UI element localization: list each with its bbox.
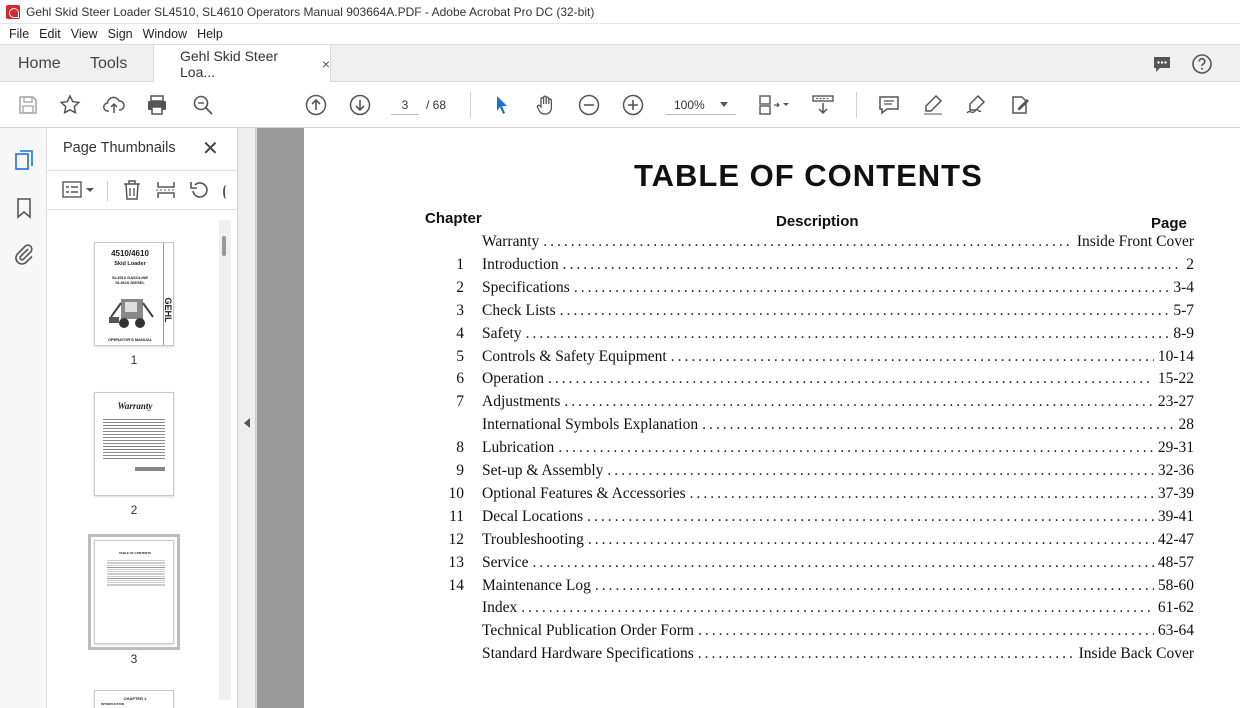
- toc-chapter-number: 4: [456, 324, 464, 342]
- collapse-panel-handle[interactable]: [238, 128, 256, 708]
- toc-description-line: [482, 643, 1194, 665]
- toc-description-line: [482, 231, 1194, 253]
- toc-leader-dots: [698, 643, 1075, 665]
- collapse-arrow-icon[interactable]: [244, 418, 250, 428]
- toc-entry[interactable]: [444, 437, 1194, 459]
- toc-entry[interactable]: [444, 346, 1194, 368]
- toc-entry[interactable]: [444, 300, 1194, 322]
- toc-page: 63-64: [1157, 622, 1194, 640]
- window-title: Gehl Skid Steer Loader SL4510, SL4610 Operators Manual 903664A.PDF - Adobe Acrobat Pro DC (32-bit): [26, 4, 595, 19]
- panel-toolbar: [47, 170, 238, 210]
- toc-description-line: [482, 460, 1194, 482]
- toc-description-line: [482, 368, 1194, 390]
- toc-description: Operation: [482, 370, 544, 388]
- toc-page: 61-62: [1157, 599, 1194, 617]
- toc-description: Controls & Safety Equipment: [482, 347, 667, 365]
- toc-page: 58-60: [1157, 576, 1194, 594]
- toc-description-line: [482, 254, 1194, 276]
- toc-chapter-number: 9: [456, 462, 464, 479]
- thumbnail-page-3[interactable]: [94, 540, 174, 644]
- toc-page: Inside Front Cover: [1076, 233, 1194, 250]
- toc-description: Adjustments: [482, 393, 561, 411]
- tab-tools[interactable]: Tools: [90, 55, 128, 72]
- page-total: / 68: [426, 98, 447, 112]
- toc-description: Service: [482, 553, 529, 571]
- menu-sign[interactable]: Sign: [107, 27, 133, 41]
- toc-leader-dots: [560, 300, 1170, 322]
- toc-page: 42-47: [1157, 530, 1194, 548]
- toc-page: 39-41: [1157, 507, 1194, 525]
- thumbnail-page-1[interactable]: [94, 242, 174, 346]
- thumbnails-scrollbar[interactable]: [219, 220, 231, 700]
- sign-icon[interactable]: [964, 93, 988, 117]
- tab-document[interactable]: [153, 45, 331, 83]
- help-icon[interactable]: [1191, 53, 1213, 75]
- attachments-icon[interactable]: [12, 242, 36, 266]
- more-tools-icon[interactable]: [223, 185, 229, 199]
- menu-view[interactable]: View: [70, 27, 98, 41]
- scrollbar-thumb[interactable]: [222, 236, 226, 256]
- comment-icon[interactable]: [877, 93, 901, 117]
- toc-description: Troubleshooting: [482, 530, 584, 548]
- toc-leader-dots: [543, 231, 1073, 253]
- toc-chapter-number: 2: [456, 278, 464, 296]
- thumb-text: 4510/4610: [111, 249, 149, 258]
- toc-description: Standard Hardware Specifications: [482, 645, 694, 663]
- toc-leader-dots: [526, 323, 1170, 345]
- menu-help[interactable]: Help: [197, 27, 223, 41]
- thumb-text: OPERATOR'S MANUAL: [107, 337, 153, 342]
- toc-entry[interactable]: [444, 460, 1194, 482]
- scroll-mode-icon[interactable]: [811, 93, 835, 117]
- zoom-out-icon[interactable]: [577, 93, 601, 117]
- toc-description: Warranty: [482, 233, 540, 250]
- toc-entry[interactable]: [444, 552, 1194, 574]
- toc-chapter-number: 5: [456, 347, 464, 365]
- thumb-text: TABLE OF CONTENTS: [118, 551, 152, 555]
- toc-chapter-number: 1: [456, 255, 464, 273]
- toc-leader-dots: [595, 575, 1154, 597]
- toc-leader-dots: [702, 414, 1174, 436]
- thumb-text: SL4510 GASOLINE: [111, 275, 148, 280]
- thumbnail-page-4[interactable]: [94, 690, 174, 708]
- panel-tools-separator: [107, 181, 108, 201]
- menu-window[interactable]: Window: [142, 27, 188, 41]
- select-cursor-icon[interactable]: [490, 93, 514, 117]
- toc-page: 32-36: [1157, 462, 1194, 479]
- toc-description-line: [482, 391, 1194, 413]
- toc-chapter-number: 7: [456, 393, 464, 411]
- menu-file[interactable]: File: [9, 27, 30, 41]
- fill-sign-icon[interactable]: [1008, 93, 1032, 117]
- toc-description-line: [482, 277, 1194, 299]
- toc-description: Specifications: [482, 278, 570, 296]
- toc-description-line: [482, 552, 1194, 574]
- toc-leader-dots: [690, 483, 1154, 505]
- toc-title: TABLE OF CONTENTS: [634, 158, 983, 193]
- document-viewer: [238, 128, 1240, 708]
- pdf-page: [304, 128, 1240, 708]
- thumbnail-number: 2: [130, 503, 138, 517]
- print-icon[interactable]: [145, 93, 169, 117]
- toc-leader-dots: [698, 620, 1154, 642]
- panel-close-icon[interactable]: ✕: [202, 138, 219, 160]
- toc-chapter-number: 14: [448, 576, 464, 594]
- toc-entry[interactable]: [444, 323, 1194, 345]
- toc-leader-dots: [564, 391, 1153, 413]
- toc-page: 15-22: [1157, 370, 1194, 388]
- toc-description-line: [482, 483, 1194, 505]
- thumb-text: Warranty: [117, 401, 153, 411]
- save-icon[interactable]: [16, 93, 40, 117]
- toc-description-line: [482, 506, 1194, 528]
- next-page-icon[interactable]: [348, 93, 372, 117]
- toc-chapter-number: 11: [449, 507, 464, 525]
- toc-description: Decal Locations: [482, 507, 584, 525]
- toc-chapter-number: 6: [456, 370, 464, 388]
- comments-icon[interactable]: [1151, 53, 1173, 75]
- toolbar-separator: [470, 92, 471, 118]
- chevron-down-icon[interactable]: [720, 102, 728, 107]
- left-rail: [0, 128, 47, 708]
- upload-cloud-icon[interactable]: [102, 93, 126, 117]
- toc-chapter-number: 13: [448, 553, 464, 571]
- toc-page: 23-27: [1157, 393, 1194, 411]
- toc-page: 48-57: [1157, 553, 1194, 571]
- toc-description-line: [482, 597, 1194, 619]
- thumbnail-page-2[interactable]: [94, 392, 174, 496]
- toc-entry[interactable]: [444, 483, 1194, 505]
- toc-leader-dots: [558, 437, 1154, 459]
- toc-description: Technical Publication Order Form: [482, 622, 694, 640]
- rotate-icon[interactable]: [189, 179, 211, 201]
- tab-document-label: Gehl Skid Steer Loa...: [180, 48, 279, 80]
- thumb-text: SL4610 DIESEL: [115, 280, 145, 285]
- toc-chapter-number: 3: [456, 301, 464, 319]
- toolbar-separator: [856, 92, 857, 118]
- toc-description-line: [482, 300, 1194, 322]
- toc-page: Inside Back Cover: [1078, 645, 1194, 663]
- toc-entry[interactable]: [444, 506, 1194, 528]
- toc-entry[interactable]: [444, 575, 1194, 597]
- toc-entry[interactable]: [444, 597, 1194, 619]
- bookmark-star-icon[interactable]: [58, 93, 82, 117]
- toc-description: Optional Features & Accessories: [482, 484, 686, 502]
- thumb-text: CHAPTER 1: [123, 696, 147, 701]
- toc-page: 29-31: [1157, 439, 1194, 457]
- toc-leader-dots: [588, 529, 1154, 551]
- toc-entry[interactable]: [444, 254, 1194, 276]
- header-description: Description: [776, 213, 859, 230]
- toc-leader-dots: [548, 368, 1154, 390]
- toc-description-line: [482, 323, 1194, 345]
- tab-close-icon[interactable]: ×: [321, 56, 330, 72]
- toc-description: Check Lists: [482, 301, 556, 319]
- toc-description: Safety: [482, 324, 522, 342]
- toc-description: Index: [482, 599, 518, 617]
- panel-title: Page Thumbnails: [63, 140, 176, 156]
- toc-page: 3-4: [1173, 278, 1194, 296]
- gehl-logo: GEHL: [163, 297, 173, 323]
- toc-entry[interactable]: [444, 414, 1194, 436]
- tab-home[interactable]: Home: [18, 55, 61, 72]
- toc-description-line: [482, 620, 1194, 642]
- previous-page-icon[interactable]: [304, 93, 328, 117]
- toc-page: 2: [1186, 255, 1194, 273]
- insert-page-icon[interactable]: [155, 179, 177, 201]
- skid-loader-image: [107, 289, 157, 331]
- toc-entry[interactable]: [444, 368, 1194, 390]
- toc-leader-dots: [607, 460, 1153, 482]
- acrobat-app-icon: [6, 5, 20, 19]
- menu-edit[interactable]: Edit: [39, 27, 61, 41]
- page-number-input[interactable]: 3: [391, 95, 419, 115]
- toc-chapter-number: 12: [448, 530, 464, 548]
- toc-description: Set-up & Assembly: [482, 462, 604, 479]
- toc-leader-dots: [521, 597, 1154, 619]
- page-thumbnails-icon[interactable]: [12, 148, 36, 172]
- bookmarks-icon[interactable]: [12, 196, 36, 220]
- toolbar: [0, 82, 1240, 128]
- toc-description: International Symbols Explanation: [482, 416, 699, 434]
- toc-description: Maintenance Log: [482, 576, 591, 594]
- thumb-text: Skid Loader: [114, 261, 146, 267]
- toc-description-line: [482, 437, 1194, 459]
- thumbnails-panel: [47, 128, 238, 708]
- tab-bar: [0, 44, 1240, 82]
- menu-bar: [0, 24, 1240, 44]
- toc-description-line: [482, 529, 1194, 551]
- toc-page: 10-14: [1157, 347, 1194, 365]
- toc-description: Introduction: [482, 255, 559, 273]
- toc-page: 8-9: [1173, 324, 1194, 342]
- toc-entry[interactable]: [444, 643, 1194, 665]
- toc-leader-dots: [671, 346, 1154, 368]
- viewer-gutter: [257, 128, 304, 708]
- delete-trash-icon[interactable]: [121, 179, 143, 201]
- toc-leader-dots: [574, 277, 1170, 299]
- thumbnail-number: 1: [130, 353, 138, 367]
- toc-entry[interactable]: [444, 231, 1194, 253]
- toc-description-line: [482, 346, 1194, 368]
- toc-page: 5-7: [1173, 301, 1194, 319]
- toc-page: 28: [1178, 416, 1194, 434]
- title-bar: [0, 0, 1240, 24]
- toc-description-line: [482, 575, 1194, 597]
- header-chapter: Chapter: [425, 210, 482, 227]
- zoom-level-select[interactable]: 100%: [666, 95, 736, 115]
- header-page: Page: [1151, 215, 1187, 232]
- toc-leader-dots: [532, 552, 1153, 574]
- hand-tool-icon[interactable]: [534, 93, 558, 117]
- thumb-text: INTRODUCTION: [101, 702, 124, 706]
- highlight-pen-icon[interactable]: [921, 93, 945, 117]
- toc-description-line: [482, 414, 1194, 436]
- toc-chapter-number: 10: [448, 484, 464, 502]
- zoom-in-icon[interactable]: [621, 93, 645, 117]
- toc-leader-dots: [587, 506, 1154, 528]
- page-display-icon[interactable]: [756, 93, 790, 117]
- toc-leader-dots: [563, 254, 1183, 276]
- toc-entry[interactable]: [444, 391, 1194, 413]
- toc-entry[interactable]: [444, 277, 1194, 299]
- thumbnail-options-icon[interactable]: [61, 179, 97, 201]
- toc-entry[interactable]: [444, 529, 1194, 551]
- zoom-search-icon[interactable]: [191, 93, 215, 117]
- toc-entry[interactable]: [444, 620, 1194, 642]
- toc-chapter-number: 8: [456, 439, 464, 457]
- toc-page: 37-39: [1157, 484, 1194, 502]
- toc-description: Lubrication: [482, 439, 555, 457]
- thumbnail-number: 3: [130, 652, 138, 666]
